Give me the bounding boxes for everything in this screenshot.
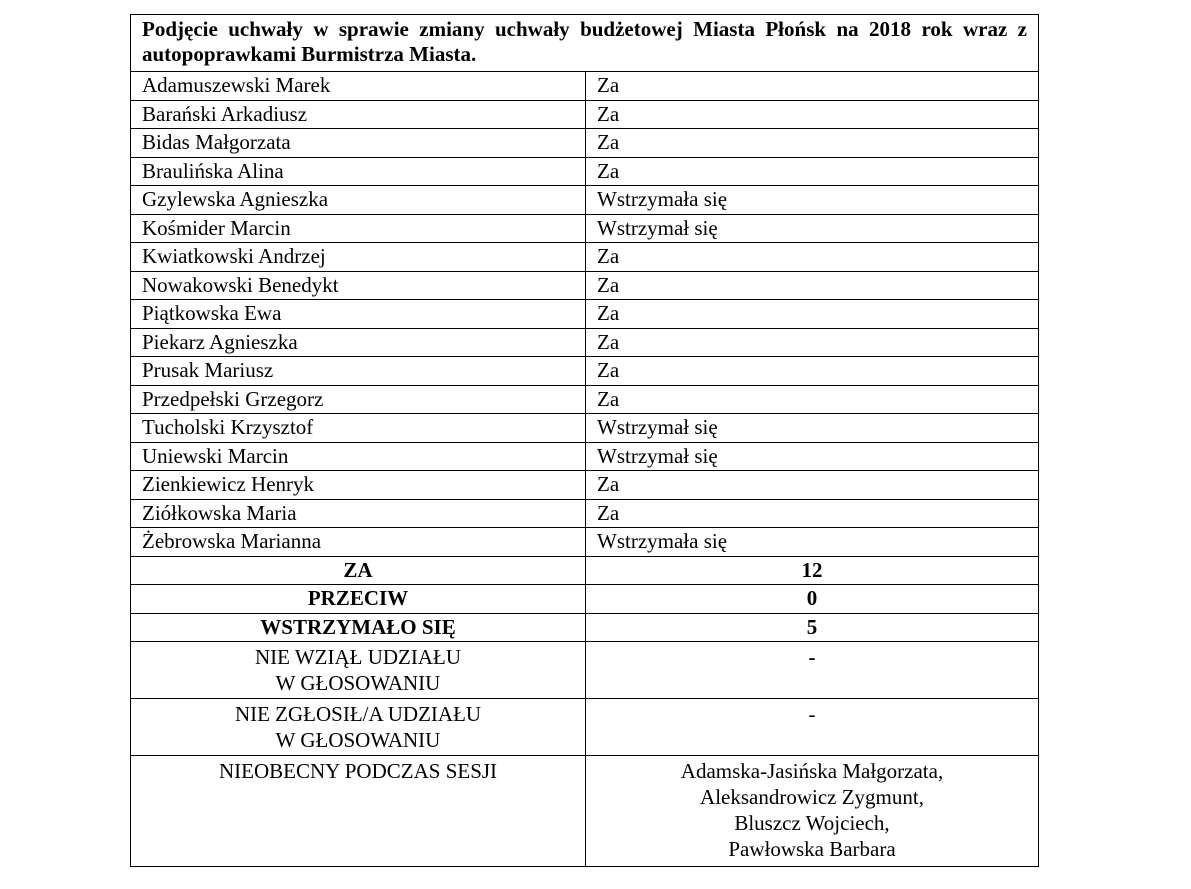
summary-row-nie-wzial	[131, 642, 1039, 699]
table-row	[131, 271, 1039, 300]
absent-name: Pawłowska Barbara	[728, 837, 896, 861]
councillor-name: Ziółkowska Maria	[131, 499, 586, 528]
councillor-name: Kośmider Marcin	[131, 214, 586, 243]
wstrzymalo-count: 5	[586, 613, 1039, 642]
table-row	[131, 471, 1039, 500]
councillor-vote: Za	[586, 357, 1039, 386]
table-row	[131, 243, 1039, 272]
absent-name: Adamska-Jasińska Małgorzata,	[680, 759, 944, 783]
resolution-title: Podjęcie uchwały w sprawie zmiany uchwały budżetowej Miasta Płońsk na 2018 rok wraz z autopoprawkami Burmistrza Miasta.	[131, 15, 1039, 72]
table-row	[131, 214, 1039, 243]
table-row	[131, 300, 1039, 329]
councillor-name: Żebrowska Marianna	[131, 528, 586, 557]
table-row	[131, 100, 1039, 129]
councillor-vote: Za	[586, 129, 1039, 158]
councillor-name: Prusak Mariusz	[131, 357, 586, 386]
summary-row-przeciw	[131, 585, 1039, 614]
przeciw-count: 0	[586, 585, 1039, 614]
councillor-name: Uniewski Marcin	[131, 442, 586, 471]
councillor-vote: Za	[586, 471, 1039, 500]
title-row	[131, 15, 1039, 72]
table-row	[131, 528, 1039, 557]
summary-row-nie-zglosil	[131, 699, 1039, 756]
councillor-name: Nowakowski Benedykt	[131, 271, 586, 300]
summary-row-za	[131, 556, 1039, 585]
councillor-name: Adamuszewski Marek	[131, 72, 586, 101]
councillor-name: Piątkowska Ewa	[131, 300, 586, 329]
absent-list	[586, 756, 1039, 867]
councillor-name: Gzylewska Agnieszka	[131, 186, 586, 215]
councillor-name: Tucholski Krzysztof	[131, 414, 586, 443]
nie-wzial-label	[131, 642, 586, 699]
nie-wzial-label-line: W GŁOSOWANIU	[275, 671, 441, 695]
nieobecny-label: NIEOBECNY PODCZAS SESJI	[131, 756, 586, 867]
przeciw-label: PRZECIW	[131, 585, 586, 614]
wstrzymalo-label: WSTRZYMAŁO SIĘ	[131, 613, 586, 642]
councillor-vote: Wstrzymał się	[586, 442, 1039, 471]
table-row	[131, 414, 1039, 443]
councillor-vote: Za	[586, 300, 1039, 329]
summary-row-wstrzymalo	[131, 613, 1039, 642]
councillor-vote: Za	[586, 72, 1039, 101]
councillor-name: Zienkiewicz Henryk	[131, 471, 586, 500]
absent-name: Bluszcz Wojciech,	[734, 811, 890, 835]
councillor-name: Przedpełski Grzegorz	[131, 385, 586, 414]
table-row	[131, 442, 1039, 471]
councillor-vote: Za	[586, 243, 1039, 272]
councillor-vote: Za	[586, 271, 1039, 300]
nie-zglosil-label-line: W GŁOSOWANIU	[275, 728, 441, 752]
nie-wzial-value: -	[586, 642, 1039, 699]
councillor-vote: Za	[586, 499, 1039, 528]
summary-row-nieobecny	[131, 756, 1039, 867]
table-row	[131, 328, 1039, 357]
councillor-vote: Za	[586, 100, 1039, 129]
vote-results-table	[130, 14, 1039, 867]
table-row	[131, 186, 1039, 215]
councillor-name: Piekarz Agnieszka	[131, 328, 586, 357]
councillor-vote: Wstrzymał się	[586, 214, 1039, 243]
councillor-name: Kwiatkowski Andrzej	[131, 243, 586, 272]
table-row	[131, 499, 1039, 528]
councillor-vote: Wstrzymała się	[586, 186, 1039, 215]
councillor-vote: Za	[586, 157, 1039, 186]
za-count: 12	[586, 556, 1039, 585]
councillor-name: Bidas Małgorzata	[131, 129, 586, 158]
table-row	[131, 129, 1039, 158]
nie-zglosil-label-line: NIE ZGŁOSIŁ/A UDZIAŁU	[234, 702, 482, 726]
table-row	[131, 357, 1039, 386]
za-label: ZA	[131, 556, 586, 585]
councillor-name: Barański Arkadiusz	[131, 100, 586, 129]
councillor-vote: Wstrzymała się	[586, 528, 1039, 557]
councillor-name: Braulińska Alina	[131, 157, 586, 186]
councillor-vote: Za	[586, 385, 1039, 414]
nie-zglosil-value: -	[586, 699, 1039, 756]
table-row	[131, 157, 1039, 186]
table-row	[131, 385, 1039, 414]
councillor-vote: Wstrzymał się	[586, 414, 1039, 443]
nie-wzial-label-line: NIE WZIĄŁ UDZIAŁU	[254, 645, 462, 669]
councillor-vote: Za	[586, 328, 1039, 357]
nie-zglosil-label	[131, 699, 586, 756]
table-row	[131, 72, 1039, 101]
absent-name: Aleksandrowicz Zygmunt,	[700, 785, 924, 809]
